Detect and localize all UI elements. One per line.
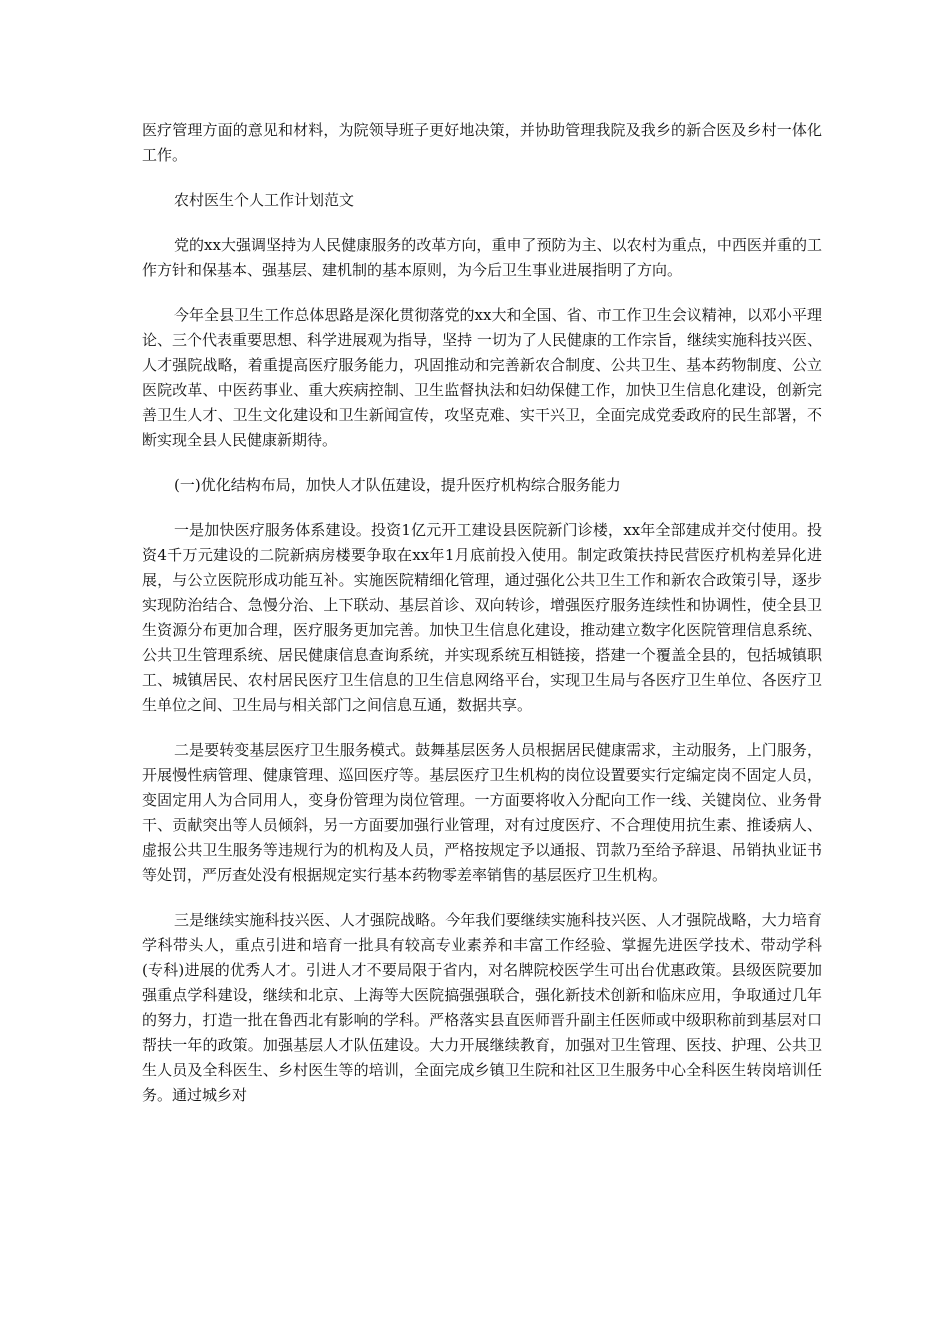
paragraph-item-1: 一是加快医疗服务体系建设。投资1亿元开工建设县医院新门诊楼，xx年全部建成并交付使用。投资4千万元建设的二院新病房楼要争取在xx年1月底前投入使用。制定政策扶持民营医疗机构差异化进展，与公立医院形成功能互补。实施医院精细化管理，通过强化公共卫生工作和新农合政策引导，逐步实现防治结合、急慢分治、上下联动、基层首诊、双向转诊，增强医疗服务连续性和协调性，使全县卫生资源分布更加合理，医疗服务更加完善。加快卫生信息化建设，推动建立数字化医院管理信息系统、公共卫生管理系统、居民健康信息查询系统，并实现系统互相链接，搭建一个覆盖全县的，包括城镇职工、城镇居民、农村居民医疗卫生信息的卫生信息网络平台，实现卫生局与各医疗卫生单位、各医疗卫生单位之间、卫生局与相关部门之间信息互通，数据共享。 [142, 521, 822, 714]
document-title: 农村医生个人工作计划范文 [174, 191, 355, 209]
document-page [142, 118, 822, 1128]
paragraph-overall-plan: 今年全县卫生工作总体思路是深化贯彻落党的xx大和全国、省、市工作卫生会议精神，以邓小平理论、三个代表重要思想、科学进展观为指导，坚持 一切为了人民健康的工作宗旨，继续实施科技兴医、人才强院战略，着重提高医疗服务能力，巩固推动和完善新农合制度、公共卫生、基本药物制度、公立医院改革、中医药事业、重大疾病控制、卫生监督执法和妇幼保健工作，加快卫生信息化建设，创新完善卫生人才、卫生文化建设和卫生新闻宣传，攻坚克难、实干兴卫，全面完成党委政府的民生部署，不断实现全县人民健康新期待。 [142, 306, 822, 449]
paragraph-intro: 党的xx大强调坚持为人民健康服务的改革方向，重申了预防为主、以农村为重点，中西医并重的工作方针和保基本、强基层、建机制的基本原则，为今后卫生事业进展指明了方向。 [142, 236, 822, 279]
paragraph-item-2: 二是要转变基层医疗卫生服务模式。鼓舞基层医务人员根据居民健康需求，主动服务，上门服务，开展慢性病管理、健康管理、巡回医疗等。基层医疗卫生机构的岗位设置要实行定编定岗不固定人员，变固定用人为合同用人，变身份管理为岗位管理。一方面要将收入分配向工作一线、关键岗位、业务骨干、贡献突出等人员倾斜，另一方面要加强行业管理，对有过度医疗、不合理使用抗生素、推诿病人、虚报公共卫生服务等违规行为的机构及人员，严格按规定予以通报、罚款乃至给予辞退、吊销执业证书等处罚，严厉查处没有根据规定实行基本药物零差率销售的基层医疗卫生机构。 [142, 741, 822, 884]
paragraph-item-3: 三是继续实施科技兴医、人才强院战略。今年我们要继续实施科技兴医、人才强院战略，大力培育学科带头人，重点引进和培育一批具有较高专业素养和丰富工作经验、掌握先进医学技术、带动学科(专科)进展的优秀人才。引进人才不要局限于省内，对名牌院校医学生可出台优惠政策。县级医院要加强重点学科建设，继续和北京、上海等大医院搞强强联合，强化新技术创新和临床应用，争取通过几年的努力，打造一批在鲁西北有影响的学科。严格落实县直医师晋升副主任医师或中级职称前到基层对口帮扶一年的政策。加强基层人才队伍建设。大力开展继续教育，加强对卫生管理、医技、护理、公共卫生人员及全科医生、乡村医生等的培训，全面完成乡镇卫生院和社区卫生服务中心全科医生转岗培训任务。通过城乡对 [142, 911, 822, 1104]
section-heading-1: (一)优化结构布局，加快人才队伍建设，提升医疗机构综合服务能力 [174, 476, 621, 494]
paragraph-continuation: 医疗管理方面的意见和材料，为院领导班子更好地决策，并协助管理我院及我乡的新合医及乡村一体化工作。 [142, 121, 822, 164]
